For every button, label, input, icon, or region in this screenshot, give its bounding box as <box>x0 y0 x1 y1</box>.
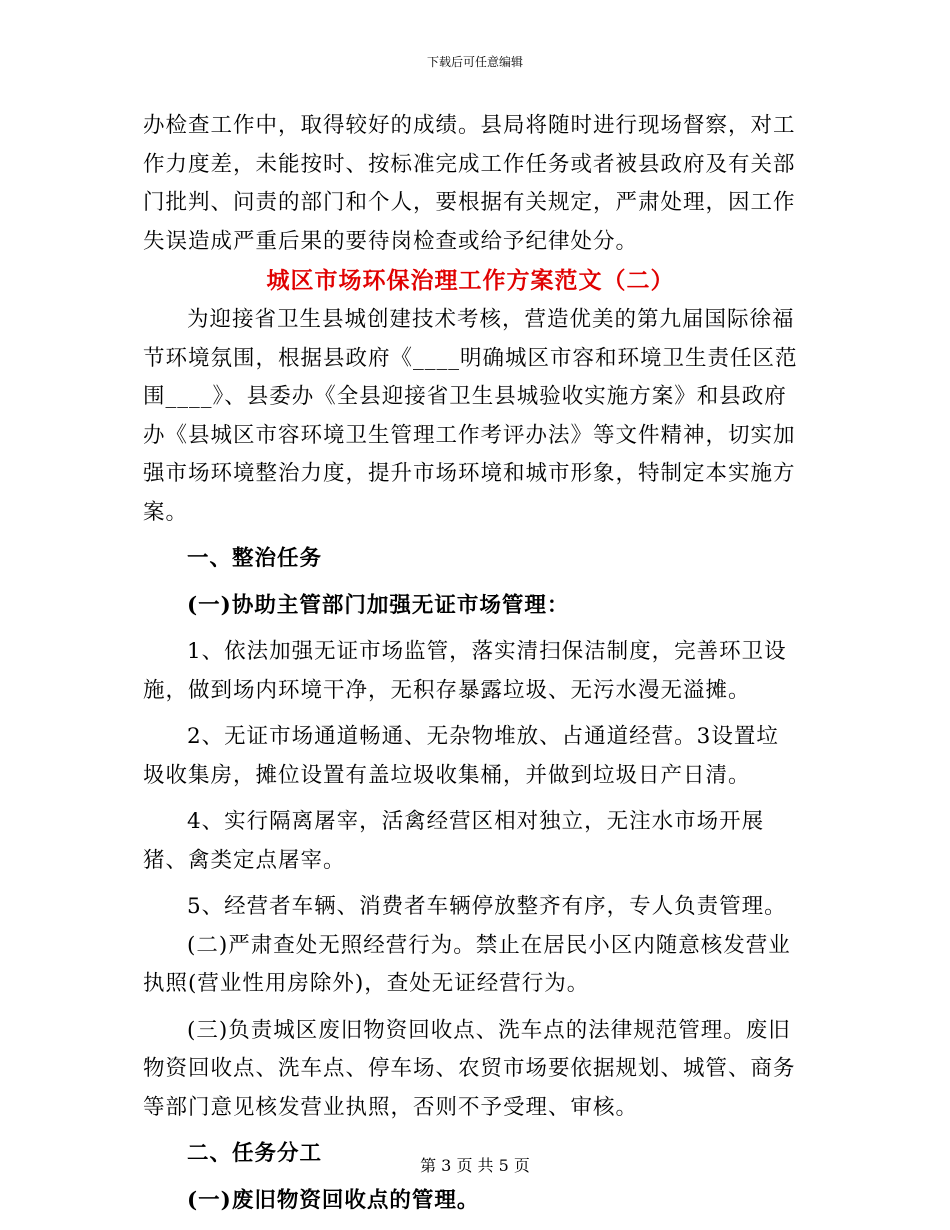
subsection-heading-2-1: (一)废旧物资回收点的管理。 <box>187 1187 480 1213</box>
intro-paragraph: 为迎接省卫生县城创建技术考核，营造优美的第九届国际徐福节环境氛围，根据县政府《____明确城区市容和环境卫生责任区范围____》、县委办《全县迎接省卫生县城验收实施方案》和县政府办《县城区市容环境卫生管理工作考评办法》等文件精神，切实加强市场环境整治力度，提升市场环境和城市形象，特制定本实施方案。 <box>143 307 798 525</box>
page-content <box>143 107 798 1220</box>
list-item-5: 5、经营者车辆、消费者车辆停放整齐有序，专人负责管理。 <box>187 894 787 919</box>
subsection-heading-1: (一)协助主管部门加强无证市场管理： <box>187 592 570 618</box>
subsection-paragraph-3: (三)负责城区废旧物资回收点、洗车点的法律规范管理。废旧物资回收点、洗车点、停车场、农贸市场要依据规划、城管、商务等部门意见核发营业执照，否则不予受理、审核。 <box>143 1017 796 1120</box>
document-title: 城区市场环保治理工作方案范文（二） <box>266 267 675 294</box>
continuation-paragraph: 办检查工作中，取得较好的成绩。县局将随时进行现场督察，对工作力度差，未能按时、按标准完成工作任务或者被县政府及有关部门批判、问责的部门和个人，要根据有关规定，严肃处理，因工作失误造成严重后果的要待岗检查或给予纪律处分。 <box>143 113 796 254</box>
list-item-1: 1、依法加强无证市场监管，落实清扫保洁制度，完善环卫设施，做到场内环境干净，无积存暴露垃圾、无污水漫无溢摊。 <box>143 639 787 703</box>
list-item-2: 2、无证市场通道畅通、无杂物堆放、占通道经营。3设置垃圾收集房，摊位设置有盖垃圾收集桶，并做到垃圾日产日清。 <box>143 724 779 788</box>
section-heading-1: 一、整治任务 <box>187 546 323 571</box>
subsection-paragraph-2: (二)严肃查处无照经营行为。禁止在居民小区内随意核发营业执照(营业性用房除外)，查处无证经营行为。 <box>143 932 791 996</box>
page-header: 下载后可任意编辑 <box>426 55 523 69</box>
list-item-4: 4、实行隔离屠宰，活禽经营区相对独立，无注水市场开展猪、禽类定点屠宰。 <box>143 809 765 873</box>
page-footer: 第 3 页 共 5 页 <box>420 1156 530 1175</box>
section-heading-2: 二、任务分工 <box>187 1141 323 1166</box>
